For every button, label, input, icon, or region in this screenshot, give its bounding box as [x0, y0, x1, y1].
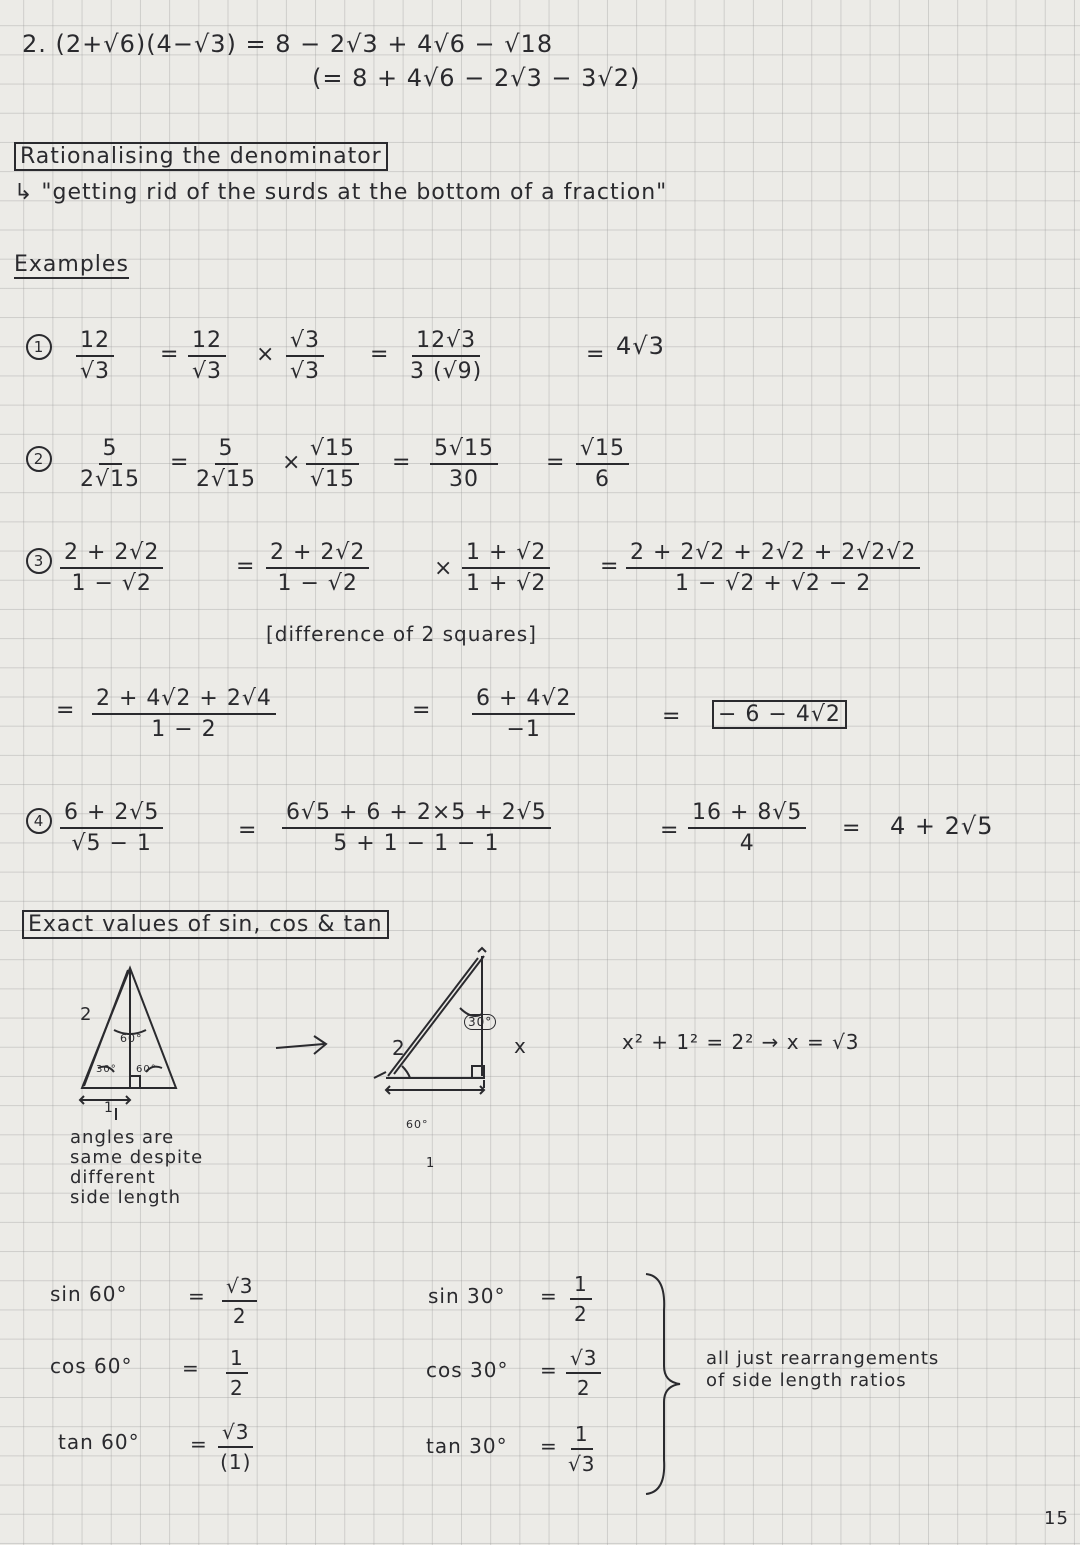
denominator: 2 [232, 1304, 247, 1328]
numerator: 12 [76, 328, 114, 357]
note-line: angles are [70, 1127, 175, 1148]
denominator: 30 [449, 467, 479, 492]
example-3-marker [26, 548, 52, 574]
tri2-base-label: 1 [426, 1156, 436, 1171]
ex2-fraction-3 [306, 436, 359, 492]
tri1-left-angle: 30° [96, 1064, 117, 1075]
note-line: side length [70, 1187, 181, 1208]
example-number: 1 [26, 334, 52, 360]
rationalising-heading: Rationalising the denominator [14, 142, 388, 171]
numerator: √3 [218, 1420, 253, 1448]
ex4-result: 4 + 2√5 [890, 812, 994, 840]
denominator: √3 [79, 359, 110, 384]
tan30-label: tan 30° [426, 1434, 508, 1458]
times-sign: × [256, 342, 276, 367]
numerator: √15 [576, 436, 629, 465]
numerator: √3 [566, 1346, 601, 1374]
equals-sign: = [842, 816, 862, 841]
numerator: 12 [188, 328, 226, 357]
denominator: −1 [506, 717, 541, 742]
equals-sign: = [160, 342, 180, 367]
denominator: √3 [191, 359, 222, 384]
denominator: 5 + 1 − 1 − 1 [333, 831, 500, 856]
numerator: 5√15 [430, 436, 498, 465]
equals-sign: = [188, 1284, 206, 1308]
cos60-fraction [226, 1346, 248, 1400]
ex3-fraction-2 [266, 540, 369, 596]
denominator: 2 [230, 1376, 244, 1400]
denominator: √5 − 1 [71, 831, 152, 856]
ex3-fraction-6 [472, 686, 575, 742]
equals-sign: = [540, 1358, 558, 1382]
denominator: 2√15 [196, 467, 257, 492]
tan30-fraction [568, 1422, 595, 1476]
numerator: 6 + 2√5 [60, 800, 163, 829]
numerator: 1 [570, 1272, 592, 1300]
denominator: 1 − √2 [71, 571, 152, 596]
denominator: 3 (√9) [410, 359, 483, 384]
equals-sign: = [546, 450, 566, 475]
ex1-fraction-3 [286, 328, 324, 384]
sin30-fraction [570, 1272, 592, 1326]
equals-sign: = [190, 1432, 208, 1456]
ex1-result: 4√3 [616, 332, 665, 360]
numerator: 1 [226, 1346, 248, 1374]
equals-sign: = [170, 450, 190, 475]
equals-sign: = [56, 698, 76, 723]
denominator: √3 [290, 359, 321, 384]
right-triangle-diagram [360, 948, 540, 1148]
example-number: 3 [26, 548, 52, 574]
cos30-label: cos 30° [426, 1358, 509, 1382]
numerator: 5 [99, 436, 122, 465]
ex4-fraction-2 [282, 800, 551, 856]
tri2-bottom-angle: 60° [406, 1118, 429, 1131]
ex1-fraction-2 [188, 328, 226, 384]
ex2-fraction-1 [80, 436, 140, 492]
note-line: different [70, 1167, 156, 1188]
ex3-result: − 6 − 4√2 [712, 700, 847, 729]
equals-sign: = [370, 342, 390, 367]
tri1-side-label: 2 [80, 1004, 93, 1025]
ex3-fraction-4 [626, 540, 920, 596]
equilateral-triangle-diagram [60, 960, 200, 1130]
denominator: 1 + √2 [466, 571, 547, 596]
sin60-fraction [222, 1274, 257, 1328]
examples-heading: Examples [14, 252, 129, 277]
brace-note [706, 1348, 939, 1392]
tan60-label: tan 60° [58, 1430, 140, 1454]
denominator: √3 [568, 1452, 596, 1476]
times-sign: × [282, 450, 302, 475]
equals-sign: = [600, 554, 620, 579]
denominator: 2√15 [80, 467, 141, 492]
numerator: √3 [286, 328, 324, 357]
tri1-right-angle: 60° [136, 1064, 157, 1075]
tri1-note [70, 1128, 203, 1208]
denominator: 4 [739, 831, 755, 856]
right-brace-icon [640, 1270, 690, 1500]
denominator: 1 − √2 + √2 − 2 [675, 571, 872, 596]
ex3-fraction-3 [462, 540, 550, 596]
page-number: 15 [1044, 1508, 1069, 1529]
example-number: 2 [26, 446, 52, 472]
example-number: 4 [26, 808, 52, 834]
equals-sign: = [392, 450, 412, 475]
cos60-label: cos 60° [50, 1354, 133, 1378]
note-line: of side length ratios [706, 1370, 907, 1391]
numerator: 1 + √2 [462, 540, 550, 569]
expansion-line-1: 2. (2+√6)(4−√3) = 8 − 2√3 + 4√6 − √18 [22, 30, 554, 58]
difference-of-squares-note: [difference of 2 squares] [266, 622, 537, 646]
rationalising-definition: ↳ "getting rid of the surds at the bottom of a fraction" [14, 180, 668, 205]
pythagoras-equation: x² + 1² = 2² → x = √3 [622, 1030, 860, 1054]
sin60-label: sin 60° [50, 1282, 128, 1306]
cos30-fraction [566, 1346, 601, 1400]
numerator: 1 [571, 1422, 593, 1450]
equals-sign: = [586, 342, 606, 367]
ex4-fraction-3 [688, 800, 806, 856]
denominator: √15 [310, 467, 356, 492]
denominator: 6 [595, 467, 610, 492]
numerator: 12√3 [412, 328, 480, 357]
numerator: √15 [306, 436, 359, 465]
ex2-fraction-4 [430, 436, 498, 492]
numerator: 5 [215, 436, 238, 465]
exact-values-heading: Exact values of sin, cos & tan [22, 910, 389, 939]
note-line: same despite [70, 1147, 204, 1168]
tri2-hyp-label: 2 [392, 1036, 406, 1060]
equals-sign: = [540, 1434, 558, 1458]
example-4-marker [26, 808, 52, 834]
sin30-label: sin 30° [428, 1284, 506, 1308]
numerator: 2 + 2√2 + 2√2 + 2√2√2 [626, 540, 920, 569]
note-line: all just rearrangements [706, 1348, 940, 1369]
right-arrow-icon [274, 1030, 334, 1060]
denominator: 2 [576, 1376, 591, 1400]
numerator: 16 + 8√5 [688, 800, 806, 829]
tri1-base-label: 1 [104, 1100, 114, 1116]
ex2-fraction-5 [576, 436, 629, 492]
ex3-fraction-1 [60, 540, 163, 596]
equals-sign: = [660, 818, 680, 843]
equals-sign: = [540, 1284, 558, 1308]
numerator: 2 + 4√2 + 2√4 [92, 686, 276, 715]
equals-sign: = [182, 1356, 200, 1380]
tri1-top-angle: 60° [120, 1032, 143, 1045]
expansion-line-2: (= 8 + 4√6 − 2√3 − 3√2) [312, 64, 641, 92]
example-2-marker [26, 446, 52, 472]
tri2-top-angle: 30° [464, 1014, 496, 1030]
numerator: 6 + 4√2 [472, 686, 575, 715]
ex1-fraction-4 [410, 328, 482, 384]
numerator: 6√5 + 6 + 2×5 + 2√5 [282, 800, 551, 829]
tan60-fraction [218, 1420, 253, 1474]
ex3-fraction-5 [92, 686, 276, 742]
denominator: 2 [574, 1302, 588, 1326]
denominator: 1 − √2 [277, 571, 358, 596]
ex4-fraction-1 [60, 800, 163, 856]
equals-sign: = [662, 704, 682, 729]
ex2-fraction-2 [196, 436, 256, 492]
times-sign: × [434, 556, 454, 581]
equals-sign: = [412, 698, 432, 723]
ex1-fraction-1 [76, 328, 114, 384]
numerator: √3 [222, 1274, 257, 1302]
numerator: 2 + 2√2 [60, 540, 163, 569]
equals-sign: = [238, 818, 258, 843]
tri2-opposite-label: x [514, 1034, 527, 1058]
denominator: (1) [220, 1450, 252, 1474]
denominator: 1 − 2 [151, 717, 217, 742]
numerator: 2 + 2√2 [266, 540, 369, 569]
equals-sign: = [236, 554, 256, 579]
example-1-marker [26, 334, 52, 360]
